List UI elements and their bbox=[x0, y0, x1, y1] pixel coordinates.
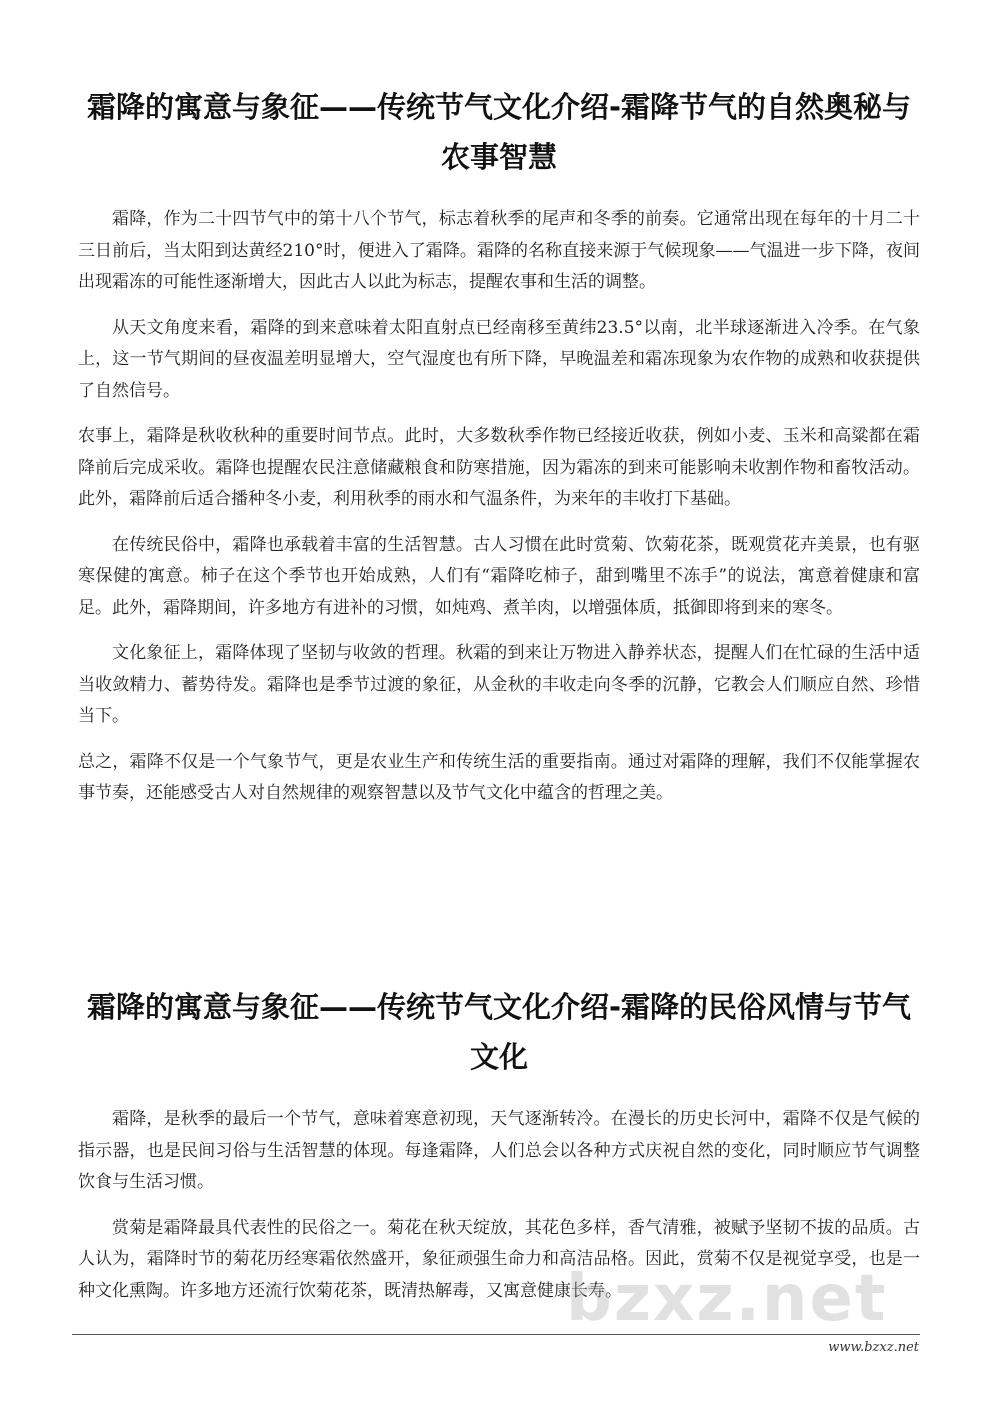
paragraph: 文化象征上，霜降体现了坚韧与收敛的哲理。秋霜的到来让万物进入静养状态，提醒人们在忙碌的生活中适当收敛精力、蓄势待发。霜降也是季节过渡的象征，从金秋的丰收走向冬季的沉静，它教会人们顺应自然、珍惜当下。 bbox=[78, 643, 920, 726]
paragraph: 从天文角度来看，霜降的到来意味着太阳直射点已经南移至黄纬23.5°以南，北半球逐渐进入冷季。在气象上，这一节气期间的昼夜温差明显增大，空气湿度也有所下降，早晚温差和霜冻现象为农作物的成熟和收获提供了自然信号。 bbox=[78, 317, 920, 401]
footer-url[interactable]: www.bzxz.net bbox=[828, 1340, 919, 1355]
paragraph: 霜降，作为二十四节气中的第十八个节气，标志着秋季的尾声和冬季的前奏。它通常出现在每年的十月二十三日前后，当太阳到达黄经210°时，便进入了霜降。霜降的名称直接来源于气候现象——气温进一步下降，夜间出现霜冻的可能性逐渐增大，因此古人以此为标志，提醒农事和生活的调整。 bbox=[78, 209, 920, 292]
article-section-1 bbox=[78, 82, 920, 824]
section-title: 霜降的寓意与象征——传统节气文化介绍-霜降的民俗风情与节气文化 bbox=[86, 990, 912, 1074]
paragraph: 霜降，是秋季的最后一个节气，意味着寒意初现，天气逐渐转冷。在漫长的历史长河中，霜降不仅是气候的指示器，也是民间习俗与生活智慧的体现。每逢霜降，人们总会以各种方式庆祝自然的变化，同时顺应节气调整饮食与生活习惯。 bbox=[78, 1109, 920, 1192]
footer-divider bbox=[72, 1334, 920, 1335]
paragraph: 在传统民俗中，霜降也承载着丰富的生活智慧。古人习惯在此时赏菊、饮菊花茶，既观赏花卉美景，也有驱寒保健的寓意。柿子在这个季节也开始成熟，人们有“霜降吃柿子，甜到嘴里不冻手”的说法，寓意着健康和富足。此外，霜降期间，许多地方有进补的习惯，如炖鸡、煮羊肉，以增强体质，抵御即将到来的寒冬。 bbox=[78, 534, 920, 618]
paragraph: 农事上，霜降是秋收秋种的重要时间节点。此时，大多数秋季作物已经接近收获，例如小麦、玉米和高粱都在霜降前后完成采收。霜降也提醒农民注意储藏粮食和防寒措施，因为霜冻的到来可能影响未收割作物和畜牧活动。此外，霜降前后适合播种冬小麦，利用秋季的雨水和气温条件，为来年的丰收打下基础。 bbox=[78, 426, 920, 509]
watermark: bzxz.net bbox=[566, 1262, 888, 1336]
paragraph: 总之，霜降不仅是一个气象节气，更是农业生产和传统生活的重要指南。通过对霜降的理解，我们不仅能掌握农事节奏，还能感受古人对自然规律的观察智慧以及节气文化中蕴含的哲理之美。 bbox=[78, 751, 920, 803]
paragraph: 赏菊是霜降最具代表性的民俗之一。菊花在秋天绽放，其花色多样，香气清雅，被赋予坚韧不拔的品质。古人认为，霜降时节的菊花历经寒霜依然盛开，象征顽强生命力和高洁品格。因此，赏菊不仅是视觉享受，也是一种文化熏陶。许多地方还流行饮菊花茶，既清热解毒，又寓意健康长寿。 bbox=[78, 1217, 920, 1301]
section-title: 霜降的寓意与象征——传统节气文化介绍-霜降节气的自然奥秘与农事智慧 bbox=[86, 90, 912, 174]
